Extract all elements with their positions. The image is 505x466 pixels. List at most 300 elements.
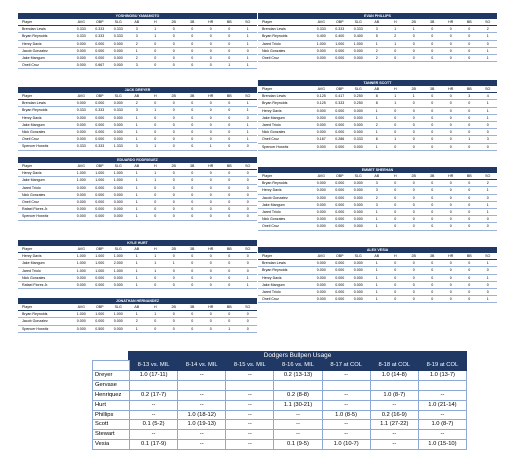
- stat-cell: 0: [386, 47, 405, 54]
- stat-cell: 1: [239, 107, 258, 114]
- table-row: [18, 107, 257, 114]
- stat-cell: 0: [405, 107, 424, 114]
- usage-cell: 1.0 (8-7): [370, 390, 418, 400]
- stat-cell: 1: [239, 282, 258, 289]
- stat-cell: 1: [146, 170, 165, 177]
- stat-cell: 0: [146, 100, 165, 107]
- column-header: 2B: [405, 173, 424, 180]
- stat-cell: 0: [183, 318, 202, 325]
- stat-cell: 1.000: [91, 170, 110, 177]
- stat-cell: 0: [442, 267, 461, 274]
- stat-cell: 0.000: [109, 40, 128, 47]
- matchup-panel: [258, 167, 497, 231]
- batter-name: Jared Triolo: [258, 122, 312, 129]
- stat-cell: 0.000: [331, 47, 350, 54]
- stat-cell: 0.000: [72, 121, 91, 128]
- stat-cell: 0: [183, 26, 202, 33]
- stat-cell: 0.333: [109, 107, 128, 114]
- stat-cell: 2: [128, 55, 147, 62]
- stat-cell: 0.000: [91, 129, 110, 136]
- column-header: H: [146, 163, 165, 170]
- table-row: [18, 121, 257, 128]
- usage-cell: --: [274, 420, 322, 430]
- stat-cell: 0: [146, 213, 165, 220]
- stat-cell: 0.000: [91, 282, 110, 289]
- batter-name: Henry Davis: [258, 107, 312, 114]
- stat-cell: 0.000: [91, 199, 110, 206]
- usage-cell: 0.2 (17-7): [130, 390, 178, 400]
- stat-cell: 0: [442, 180, 461, 187]
- stat-cell: 0: [460, 216, 479, 223]
- stat-cell: 0.000: [91, 47, 110, 54]
- batter-name: Jacob Gonzalez: [18, 318, 72, 325]
- stat-cell: 0: [386, 180, 405, 187]
- stat-cell: 0: [442, 100, 461, 107]
- table-row: [258, 100, 497, 107]
- table-row: [258, 260, 497, 267]
- column-header: 2B: [405, 86, 424, 93]
- column-header: SLG: [349, 173, 368, 180]
- stat-cell: 1: [368, 289, 387, 296]
- stat-cell: 0: [239, 114, 258, 121]
- stat-cell: 1: [239, 26, 258, 33]
- usage-cell: 1.0 (21-14): [418, 400, 466, 410]
- stat-cell: 1: [479, 296, 498, 303]
- batter-name: Nick Gonzales: [258, 129, 312, 136]
- column-header: BB: [220, 304, 239, 311]
- stat-cell: 0: [183, 274, 202, 281]
- stat-cell: 1: [479, 260, 498, 267]
- stat-cell: 1.000: [109, 267, 128, 274]
- stat-cell: 0: [165, 121, 184, 128]
- stat-cell: 1.000: [72, 267, 91, 274]
- stat-cell: 0: [202, 199, 221, 206]
- stat-cell: 0.000: [331, 216, 350, 223]
- column-header: BB: [460, 86, 479, 93]
- game-column-header: 8-17 at COL: [322, 361, 370, 371]
- stat-cell: 0.000: [91, 213, 110, 220]
- stat-cell: 0.000: [312, 267, 331, 274]
- stat-cell: 1.000: [72, 177, 91, 184]
- stat-cell: 0: [442, 260, 461, 267]
- stat-cell: 0: [146, 184, 165, 191]
- stat-cell: 0: [202, 170, 221, 177]
- reliever-name: Scott: [93, 420, 130, 430]
- usage-cell: --: [418, 410, 466, 420]
- stat-cell: 0: [479, 40, 498, 47]
- stat-cell: 1.000: [109, 177, 128, 184]
- stat-cell: 0: [220, 47, 239, 54]
- batter-name: Jacob Gonzalez: [18, 47, 72, 54]
- stat-cell: 0: [183, 143, 202, 150]
- usage-cell: 1.1 (27-22): [370, 420, 418, 430]
- stat-cell: 0.000: [72, 47, 91, 54]
- column-header: 2B: [165, 163, 184, 170]
- stat-cell: 0: [423, 47, 442, 54]
- stat-cell: 0.000: [109, 206, 128, 213]
- table-row: [258, 274, 497, 281]
- batter-name: Henry Davis: [18, 114, 72, 121]
- stat-cell: 0: [405, 289, 424, 296]
- column-header: SO: [239, 93, 258, 100]
- column-header: SLG: [109, 19, 128, 26]
- pitcher-name: YOSHINOBU YAMAMOTO: [18, 13, 257, 19]
- stat-cell: 0: [442, 201, 461, 208]
- stat-cell: 1: [368, 40, 387, 47]
- stat-cell: 0: [386, 143, 405, 150]
- table-row: [258, 216, 497, 223]
- stat-cell: 0: [165, 47, 184, 54]
- stat-cell: 0: [423, 216, 442, 223]
- stat-cell: 0: [146, 191, 165, 198]
- stat-cell: 0.400: [349, 33, 368, 40]
- usage-cell: 1.0 (13-7): [418, 370, 466, 380]
- table-row: [258, 136, 497, 143]
- stat-cell: 0: [460, 187, 479, 194]
- stat-cell: 0.000: [349, 223, 368, 230]
- stat-cell: 0.333: [72, 26, 91, 33]
- pitcher-name: JACK DREYER: [18, 87, 257, 93]
- column-header: AVG: [72, 93, 91, 100]
- stat-cell: 0: [386, 201, 405, 208]
- stat-cell: 0: [146, 129, 165, 136]
- stat-cell: 0: [239, 267, 258, 274]
- stat-cell: 1.333: [109, 143, 128, 150]
- stat-cell: 0: [183, 33, 202, 40]
- stat-cell: 0: [405, 40, 424, 47]
- stat-cell: 0: [202, 136, 221, 143]
- stat-cell: 0: [220, 253, 239, 260]
- table-row: [18, 177, 257, 184]
- column-header: H: [146, 246, 165, 253]
- column-header: 3B: [423, 173, 442, 180]
- stat-cell: 0: [423, 55, 442, 62]
- stat-cell: 0: [423, 143, 442, 150]
- stat-cell: 0: [165, 143, 184, 150]
- stat-cell: 0.000: [312, 194, 331, 201]
- stat-cell: 1: [368, 274, 387, 281]
- column-header: AVG: [72, 163, 91, 170]
- column-header: OBP: [331, 253, 350, 260]
- stat-cell: 0: [479, 216, 498, 223]
- stat-cell: 0: [239, 47, 258, 54]
- stat-cell: 0: [386, 194, 405, 201]
- stat-cell: 2: [128, 100, 147, 107]
- table-row: [93, 370, 467, 380]
- stat-cell: 0: [405, 33, 424, 40]
- usage-cell: --: [274, 410, 322, 420]
- stat-cell: 0: [220, 318, 239, 325]
- stat-cell: 0.000: [72, 62, 91, 69]
- stat-cell: 0: [460, 209, 479, 216]
- usage-cell: --: [322, 430, 370, 440]
- stat-cell: 0: [202, 213, 221, 220]
- stat-cell: 0.000: [72, 318, 91, 325]
- stat-cell: 0: [386, 187, 405, 194]
- batter-name: Spencer Horwitz: [18, 213, 72, 220]
- stat-cell: 0.333: [109, 26, 128, 33]
- stat-cell: 0: [183, 40, 202, 47]
- usage-cell: --: [130, 410, 178, 420]
- stat-cell: 0: [183, 199, 202, 206]
- stat-cell: 0: [202, 47, 221, 54]
- stat-cell: 0: [442, 194, 461, 201]
- stat-cell: 1: [239, 121, 258, 128]
- usage-cell: 1.0 (14-8): [370, 370, 418, 380]
- matchup-panel: [258, 80, 497, 151]
- stat-cell: 1: [128, 253, 147, 260]
- column-header: BB: [220, 246, 239, 253]
- stat-cell: 0.000: [349, 107, 368, 114]
- stat-cell: 1: [146, 267, 165, 274]
- column-header: SO: [479, 173, 498, 180]
- usage-cell: --: [178, 440, 226, 450]
- stat-cell: 0: [405, 201, 424, 208]
- stat-cell: 3: [128, 107, 147, 114]
- stat-cell: 0: [405, 122, 424, 129]
- column-header: AB: [128, 246, 147, 253]
- column-header: Player: [18, 246, 72, 253]
- table-row: [93, 420, 467, 430]
- stat-cell: 0: [220, 184, 239, 191]
- column-header: HR: [202, 19, 221, 26]
- batter-name: Bryan Reynolds: [258, 33, 312, 40]
- stat-cell: 0: [146, 47, 165, 54]
- header-row: [18, 163, 257, 170]
- stat-cell: 0.000: [349, 129, 368, 136]
- usage-cell: --: [226, 420, 274, 430]
- stat-cell: 0.000: [349, 201, 368, 208]
- usage-cell: --: [274, 430, 322, 440]
- table-row: [258, 47, 497, 54]
- stat-cell: 0: [239, 199, 258, 206]
- matchup-table: [18, 19, 257, 69]
- stat-cell: 0: [423, 136, 442, 143]
- batter-name: Rafael Flores Jr.: [18, 206, 72, 213]
- usage-cell: 1.0 (10-7): [322, 440, 370, 450]
- stat-cell: 1: [479, 274, 498, 281]
- stat-cell: 0: [202, 114, 221, 121]
- usage-cell: --: [322, 390, 370, 400]
- stat-cell: 0: [460, 55, 479, 62]
- batter-name: Brendan Lewis: [258, 260, 312, 267]
- stat-cell: 0: [442, 274, 461, 281]
- table-row: [18, 40, 257, 47]
- stat-cell: 0: [239, 325, 258, 332]
- stat-cell: 0: [239, 253, 258, 260]
- table-row: [18, 26, 257, 33]
- stat-cell: 0: [423, 40, 442, 47]
- stat-cell: 1: [128, 114, 147, 121]
- stat-cell: 0: [202, 253, 221, 260]
- stat-cell: 0: [386, 296, 405, 303]
- stat-cell: 0: [202, 107, 221, 114]
- batter-name: Oneil Cruz: [18, 199, 72, 206]
- batter-name: Henry Davis: [18, 40, 72, 47]
- stat-cell: 1: [239, 136, 258, 143]
- stat-cell: 0: [146, 274, 165, 281]
- stat-cell: 0: [460, 107, 479, 114]
- stat-cell: 0: [202, 260, 221, 267]
- stat-cell: 0.000: [91, 318, 110, 325]
- stat-cell: 0: [220, 199, 239, 206]
- column-header: SO: [479, 19, 498, 26]
- header-row: [18, 19, 257, 26]
- stat-cell: 1.000: [91, 311, 110, 318]
- stat-cell: 0.000: [349, 274, 368, 281]
- header-row: [18, 304, 257, 311]
- column-header: Player: [18, 19, 72, 26]
- stat-cell: 0: [183, 177, 202, 184]
- stat-cell: 1: [386, 136, 405, 143]
- stat-cell: 1: [202, 143, 221, 150]
- table-row: [258, 209, 497, 216]
- batter-name: Oneil Cruz: [258, 136, 312, 143]
- stat-cell: 0: [146, 199, 165, 206]
- matchup-panel: [18, 87, 257, 151]
- column-header: 2B: [405, 253, 424, 260]
- column-header: HR: [442, 86, 461, 93]
- stat-cell: 0: [423, 26, 442, 33]
- stat-cell: 0.000: [331, 107, 350, 114]
- stat-cell: 0: [183, 260, 202, 267]
- stat-cell: 0: [405, 281, 424, 288]
- table-row: [18, 143, 257, 150]
- stat-cell: 0: [460, 143, 479, 150]
- stat-cell: 0: [202, 311, 221, 318]
- stat-cell: 0: [423, 281, 442, 288]
- bullpen-title: Dodgers Bullpen Usage: [128, 351, 467, 360]
- table-row: [93, 380, 467, 390]
- stat-cell: 0.286: [331, 136, 350, 143]
- stat-cell: 1: [368, 281, 387, 288]
- stat-cell: 0.000: [109, 129, 128, 136]
- table-row: [18, 136, 257, 143]
- batter-name: Bryan Reynolds: [18, 311, 72, 318]
- stat-cell: 0: [479, 267, 498, 274]
- stat-cell: 1: [146, 177, 165, 184]
- column-header: SO: [239, 19, 258, 26]
- usage-cell: --: [130, 430, 178, 440]
- stat-cell: 0: [442, 289, 461, 296]
- table-row: [18, 206, 257, 213]
- stat-cell: 0: [202, 55, 221, 62]
- stat-cell: 0.000: [331, 209, 350, 216]
- stat-cell: 0: [220, 274, 239, 281]
- reliever-name: Vesia: [93, 440, 130, 450]
- stat-cell: 0.000: [312, 201, 331, 208]
- stat-cell: 0: [423, 180, 442, 187]
- usage-cell: --: [226, 410, 274, 420]
- batter-name: Jake Mangum: [18, 260, 72, 267]
- stat-cell: 1: [239, 129, 258, 136]
- stat-cell: 0: [442, 281, 461, 288]
- batter-name: Henry Davis: [258, 274, 312, 281]
- stat-cell: 0.000: [331, 194, 350, 201]
- column-header: OBP: [91, 246, 110, 253]
- stat-cell: 0: [405, 267, 424, 274]
- stat-cell: 3: [368, 187, 387, 194]
- stat-cell: 1: [239, 62, 258, 69]
- stat-cell: 1: [368, 107, 387, 114]
- stat-cell: 1: [479, 201, 498, 208]
- column-header: SLG: [109, 163, 128, 170]
- stat-cell: 1: [128, 311, 147, 318]
- stat-cell: 3: [128, 143, 147, 150]
- stat-cell: 0.333: [349, 26, 368, 33]
- matchup-panel: [258, 247, 497, 303]
- stat-cell: 0: [442, 122, 461, 129]
- stat-cell: 0: [165, 55, 184, 62]
- stat-cell: 0: [405, 187, 424, 194]
- reliever-name: Phillips: [93, 410, 130, 420]
- game-column-header: 8-15 vs. MIL: [226, 361, 274, 371]
- column-header: SLG: [109, 93, 128, 100]
- batter-name: Oneil Cruz: [18, 136, 72, 143]
- bullpen-usage-table: [92, 351, 467, 450]
- stat-cell: 1: [386, 26, 405, 33]
- stat-cell: 0: [220, 191, 239, 198]
- stat-cell: 0: [423, 129, 442, 136]
- stat-cell: 1: [128, 267, 147, 274]
- usage-cell: 0.2 (16-9): [370, 410, 418, 420]
- stat-cell: 0.333: [72, 107, 91, 114]
- stat-cell: 0: [239, 311, 258, 318]
- stat-cell: 0: [386, 223, 405, 230]
- stat-cell: 0: [220, 136, 239, 143]
- matchup-table: [258, 86, 497, 151]
- stat-cell: 0: [146, 121, 165, 128]
- stat-cell: 0: [405, 223, 424, 230]
- stat-cell: 1: [128, 260, 147, 267]
- stat-cell: 0: [442, 129, 461, 136]
- stat-cell: 0.333: [312, 26, 331, 33]
- game-column-header: 8-16 vs. MIL: [274, 361, 322, 371]
- stat-cell: 0: [239, 260, 258, 267]
- stat-cell: 0: [479, 281, 498, 288]
- stat-cell: 1: [128, 191, 147, 198]
- stat-cell: 0.333: [72, 143, 91, 150]
- usage-cell: [370, 380, 418, 390]
- stat-cell: 0.000: [109, 55, 128, 62]
- table-row: [18, 100, 257, 107]
- stat-cell: 0: [146, 136, 165, 143]
- column-header: OBP: [331, 19, 350, 26]
- stat-cell: 0: [165, 311, 184, 318]
- batter-name: Jacob Gonzalez: [258, 194, 312, 201]
- usage-cell: 0.1 (9-5): [274, 440, 322, 450]
- table-row: [258, 129, 497, 136]
- batter-name: Oneil Cruz: [258, 223, 312, 230]
- stat-cell: 0: [165, 177, 184, 184]
- stat-cell: 3: [479, 136, 498, 143]
- usage-cell: 1.0 (8-7): [418, 420, 466, 430]
- column-header: Player: [258, 173, 312, 180]
- stat-cell: 2: [128, 318, 147, 325]
- header-row: [258, 253, 497, 260]
- stat-cell: 0.000: [349, 296, 368, 303]
- column-header: H: [146, 93, 165, 100]
- stat-cell: 0: [460, 296, 479, 303]
- table-row: [258, 33, 497, 40]
- stat-cell: 0: [460, 122, 479, 129]
- stat-cell: 0: [165, 40, 184, 47]
- usage-cell: [418, 380, 466, 390]
- table-row: [258, 114, 497, 121]
- stat-cell: 0: [183, 267, 202, 274]
- stat-cell: 2: [368, 55, 387, 62]
- batter-name: Jake Mangum: [18, 55, 72, 62]
